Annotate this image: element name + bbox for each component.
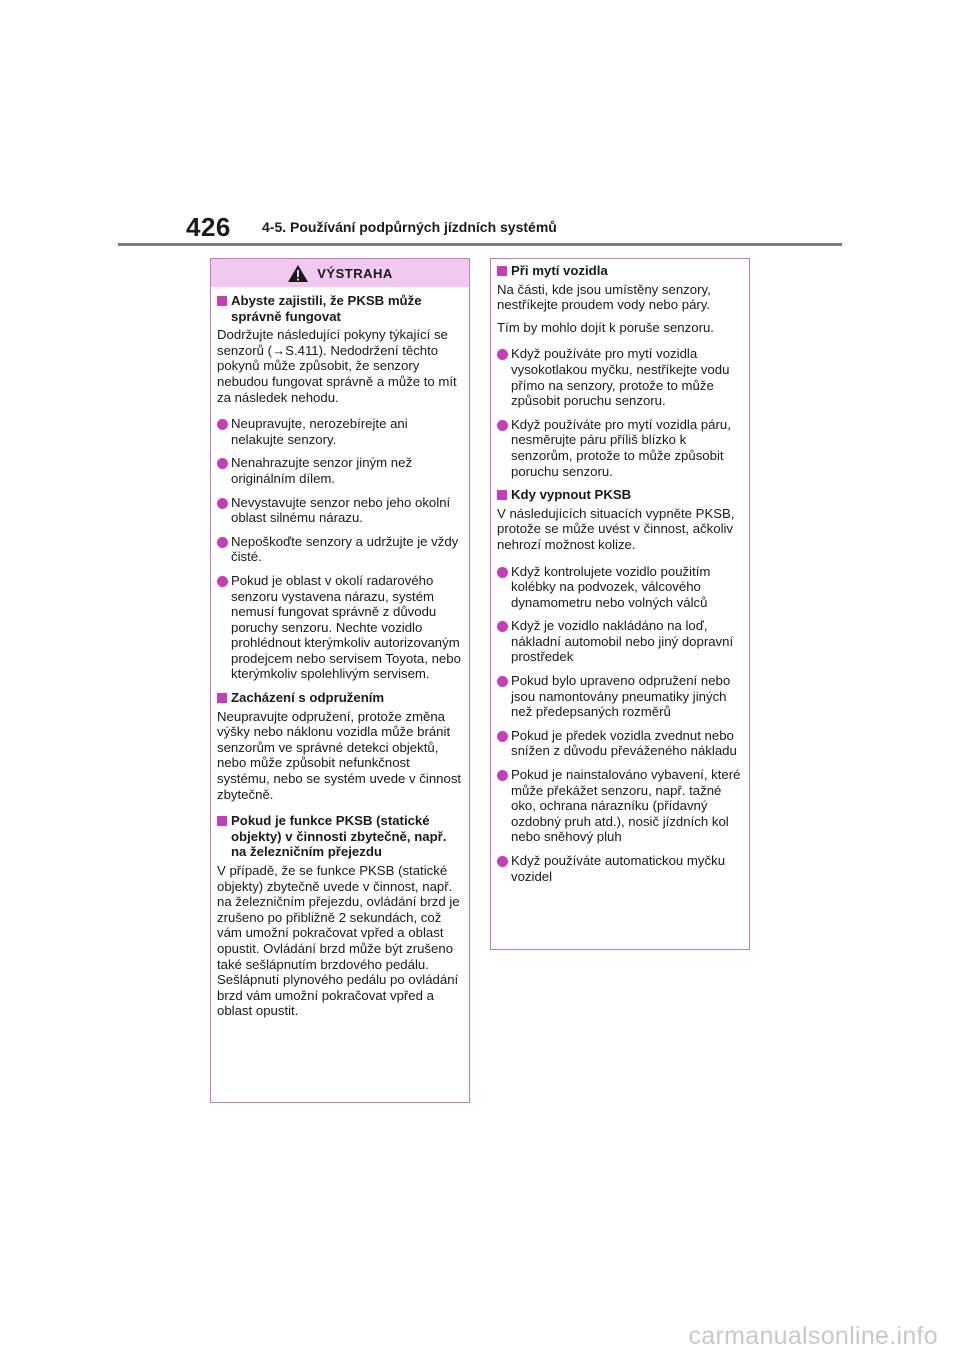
list-item-text: Pokud je nainstalováno vybavení, které může překážet senzoru, např. tažné oko, ochrana nárazníku (přídavný ozdobný pruh atd.), nosič jízdních kol nebo sněhový pluh	[511, 767, 741, 845]
paragraph: Tím by mohlo dojít k poruše senzoru.	[497, 319, 714, 335]
warning-content	[211, 287, 469, 1019]
list-item	[217, 573, 463, 682]
circle-bullet-icon	[497, 856, 508, 867]
section-heading	[217, 813, 463, 860]
list-item	[217, 534, 463, 565]
square-bullet-icon	[497, 266, 507, 276]
square-bullet-icon	[217, 816, 227, 826]
section-title: Kdy vypnout PKSB	[511, 487, 632, 503]
list-item	[497, 417, 743, 479]
circle-bullet-icon	[497, 676, 508, 687]
circle-bullet-icon	[497, 420, 508, 431]
list-item	[497, 853, 743, 884]
list-item-text: Když používáte pro mytí vozidla páru, nesměrujte páru příliš blízko k senzorům, protože to může způsobit poruchu senzoru.	[511, 416, 731, 479]
list-item-text: Pokud bylo upraveno odpružení nebo jsou namontovány pneumatiky jiných než předepsaných rozměrů	[511, 673, 731, 720]
warning-triangle-icon	[287, 264, 309, 283]
circle-bullet-icon	[217, 576, 228, 587]
header-divider	[118, 243, 842, 246]
list-item-text: Když používáte automatickou myčku vozidel	[511, 853, 726, 884]
circle-bullet-icon	[497, 567, 508, 578]
list-item	[497, 728, 743, 759]
list-item-text: Pokud je předek vozidla zvednut nebo snížen z důvodu převáženého nákladu	[511, 727, 737, 759]
chapter-title: 4-5. Používání podpůrných jízdních systémů	[262, 219, 557, 235]
circle-bullet-icon	[217, 458, 228, 469]
page-number: 426	[186, 212, 231, 242]
circle-bullet-icon	[217, 498, 228, 509]
list-item-text: Neupravujte, nerozebírejte ani nelakujte senzory.	[231, 416, 408, 447]
list-item-text: Nepoškoďte senzory a udržujte je vždy čisté.	[231, 533, 459, 565]
circle-bullet-icon	[497, 770, 508, 781]
list-item	[497, 346, 743, 408]
list-item	[497, 618, 743, 665]
list-item-text: Když používáte pro mytí vozidla vysokotlakou myčku, nestříkejte vodu přímo na senzory, protože to může způsobit poruchu senzoru.	[511, 346, 730, 409]
circle-bullet-icon	[217, 537, 228, 548]
paragraph: V následujících situacích vypněte PKSB, protože se může uvést v činnost, ačkoliv nehrozí možnost kolize.	[497, 505, 735, 552]
section-title: Zacházení s odpružením	[231, 690, 385, 706]
section-heading	[497, 263, 743, 279]
page-header	[0, 0, 960, 250]
section-heading	[217, 690, 463, 706]
list-item	[497, 767, 743, 845]
warning-header	[211, 259, 469, 287]
circle-bullet-icon	[217, 419, 228, 430]
paragraph: Na části, kde jsou umístěny senzory, nestříkejte proudem vody nebo páry.	[497, 281, 711, 313]
paragraph: Neupravujte odpružení, protože změna výšky nebo náklonu vozidla může bránit senzorům ve správné detekci objektů, nebo může způsobit nefunkčnost systému, nebo se systém uvede v činnost zbytečně.	[217, 708, 462, 802]
section-title: Abyste zajistili, že PKSB může správně fungovat	[231, 293, 422, 324]
warning-box	[210, 258, 470, 1103]
warning-title: VÝSTRAHA	[317, 265, 393, 281]
section-title: Pokud je funkce PKSB (statické objekty) v činnosti zbytečně, např. na železničním přejezdu	[231, 813, 447, 860]
paragraph: V případě, že se funkce PKSB (statické objekty) zbytečně uvede v činnost, např. na železničním přejezdu, ovládání brzd je zrušeno po přibližně 2 sekundách, což vám umožní pokračovat vpřed a oblast opustit. Ovládání brzd může být zrušeno také sešlápnutím brzdového pedálu. Sešlápnutí plynového pedálu po ovládání brzd vám umožní pokračovat vpřed a oblast opustit.	[217, 863, 460, 1019]
list-item-text: Nevystavujte senzor nebo jeho okolní oblast silnému nárazu.	[231, 494, 451, 526]
section-heading	[497, 487, 743, 503]
list-item-text: Nenahrazujte senzor jiným než originálním dílem.	[231, 455, 413, 486]
warning-content	[491, 259, 749, 884]
list-item	[497, 673, 743, 720]
list-item-text: Když kontrolujete vozidlo použitím kolébky na podvozek, válcového dynamometru nebo volných válců	[511, 563, 711, 610]
circle-bullet-icon	[497, 621, 508, 632]
square-bullet-icon	[217, 296, 227, 306]
square-bullet-icon	[497, 490, 507, 500]
list-item	[217, 495, 463, 526]
circle-bullet-icon	[497, 349, 508, 360]
list-item	[217, 455, 463, 486]
square-bullet-icon	[217, 693, 227, 703]
watermark-link[interactable]: carmanualsonline.info	[688, 1322, 938, 1350]
circle-bullet-icon	[497, 731, 508, 742]
list-item-text: Když je vozidlo nakládáno na loď, nákladní automobil nebo jiný dopravní prostředek	[511, 618, 734, 665]
paragraph: Dodržujte následující pokyny týkající se senzorů (→S.411). Nedodržení těchto pokynů může způsobit, že senzory nebudou fungovat správně a může to mít za následek nehodu.	[217, 327, 457, 405]
list-item	[497, 564, 743, 611]
warning-box-continued	[490, 258, 750, 950]
section-heading	[217, 293, 463, 324]
list-item	[217, 416, 463, 447]
list-item-text: Pokud je oblast v okolí radarového senzoru vystavena nárazu, systém nemusí fungovat správně z důvodu poruchy senzoru. Nechte vozidlo prohlédnout kterýmkoliv autorizovaným prodejcem nebo servisem Toyota, nebo kterýmkoliv spolehlivým servisem.	[231, 572, 461, 682]
section-title: Při mytí vozidla	[511, 263, 608, 278]
